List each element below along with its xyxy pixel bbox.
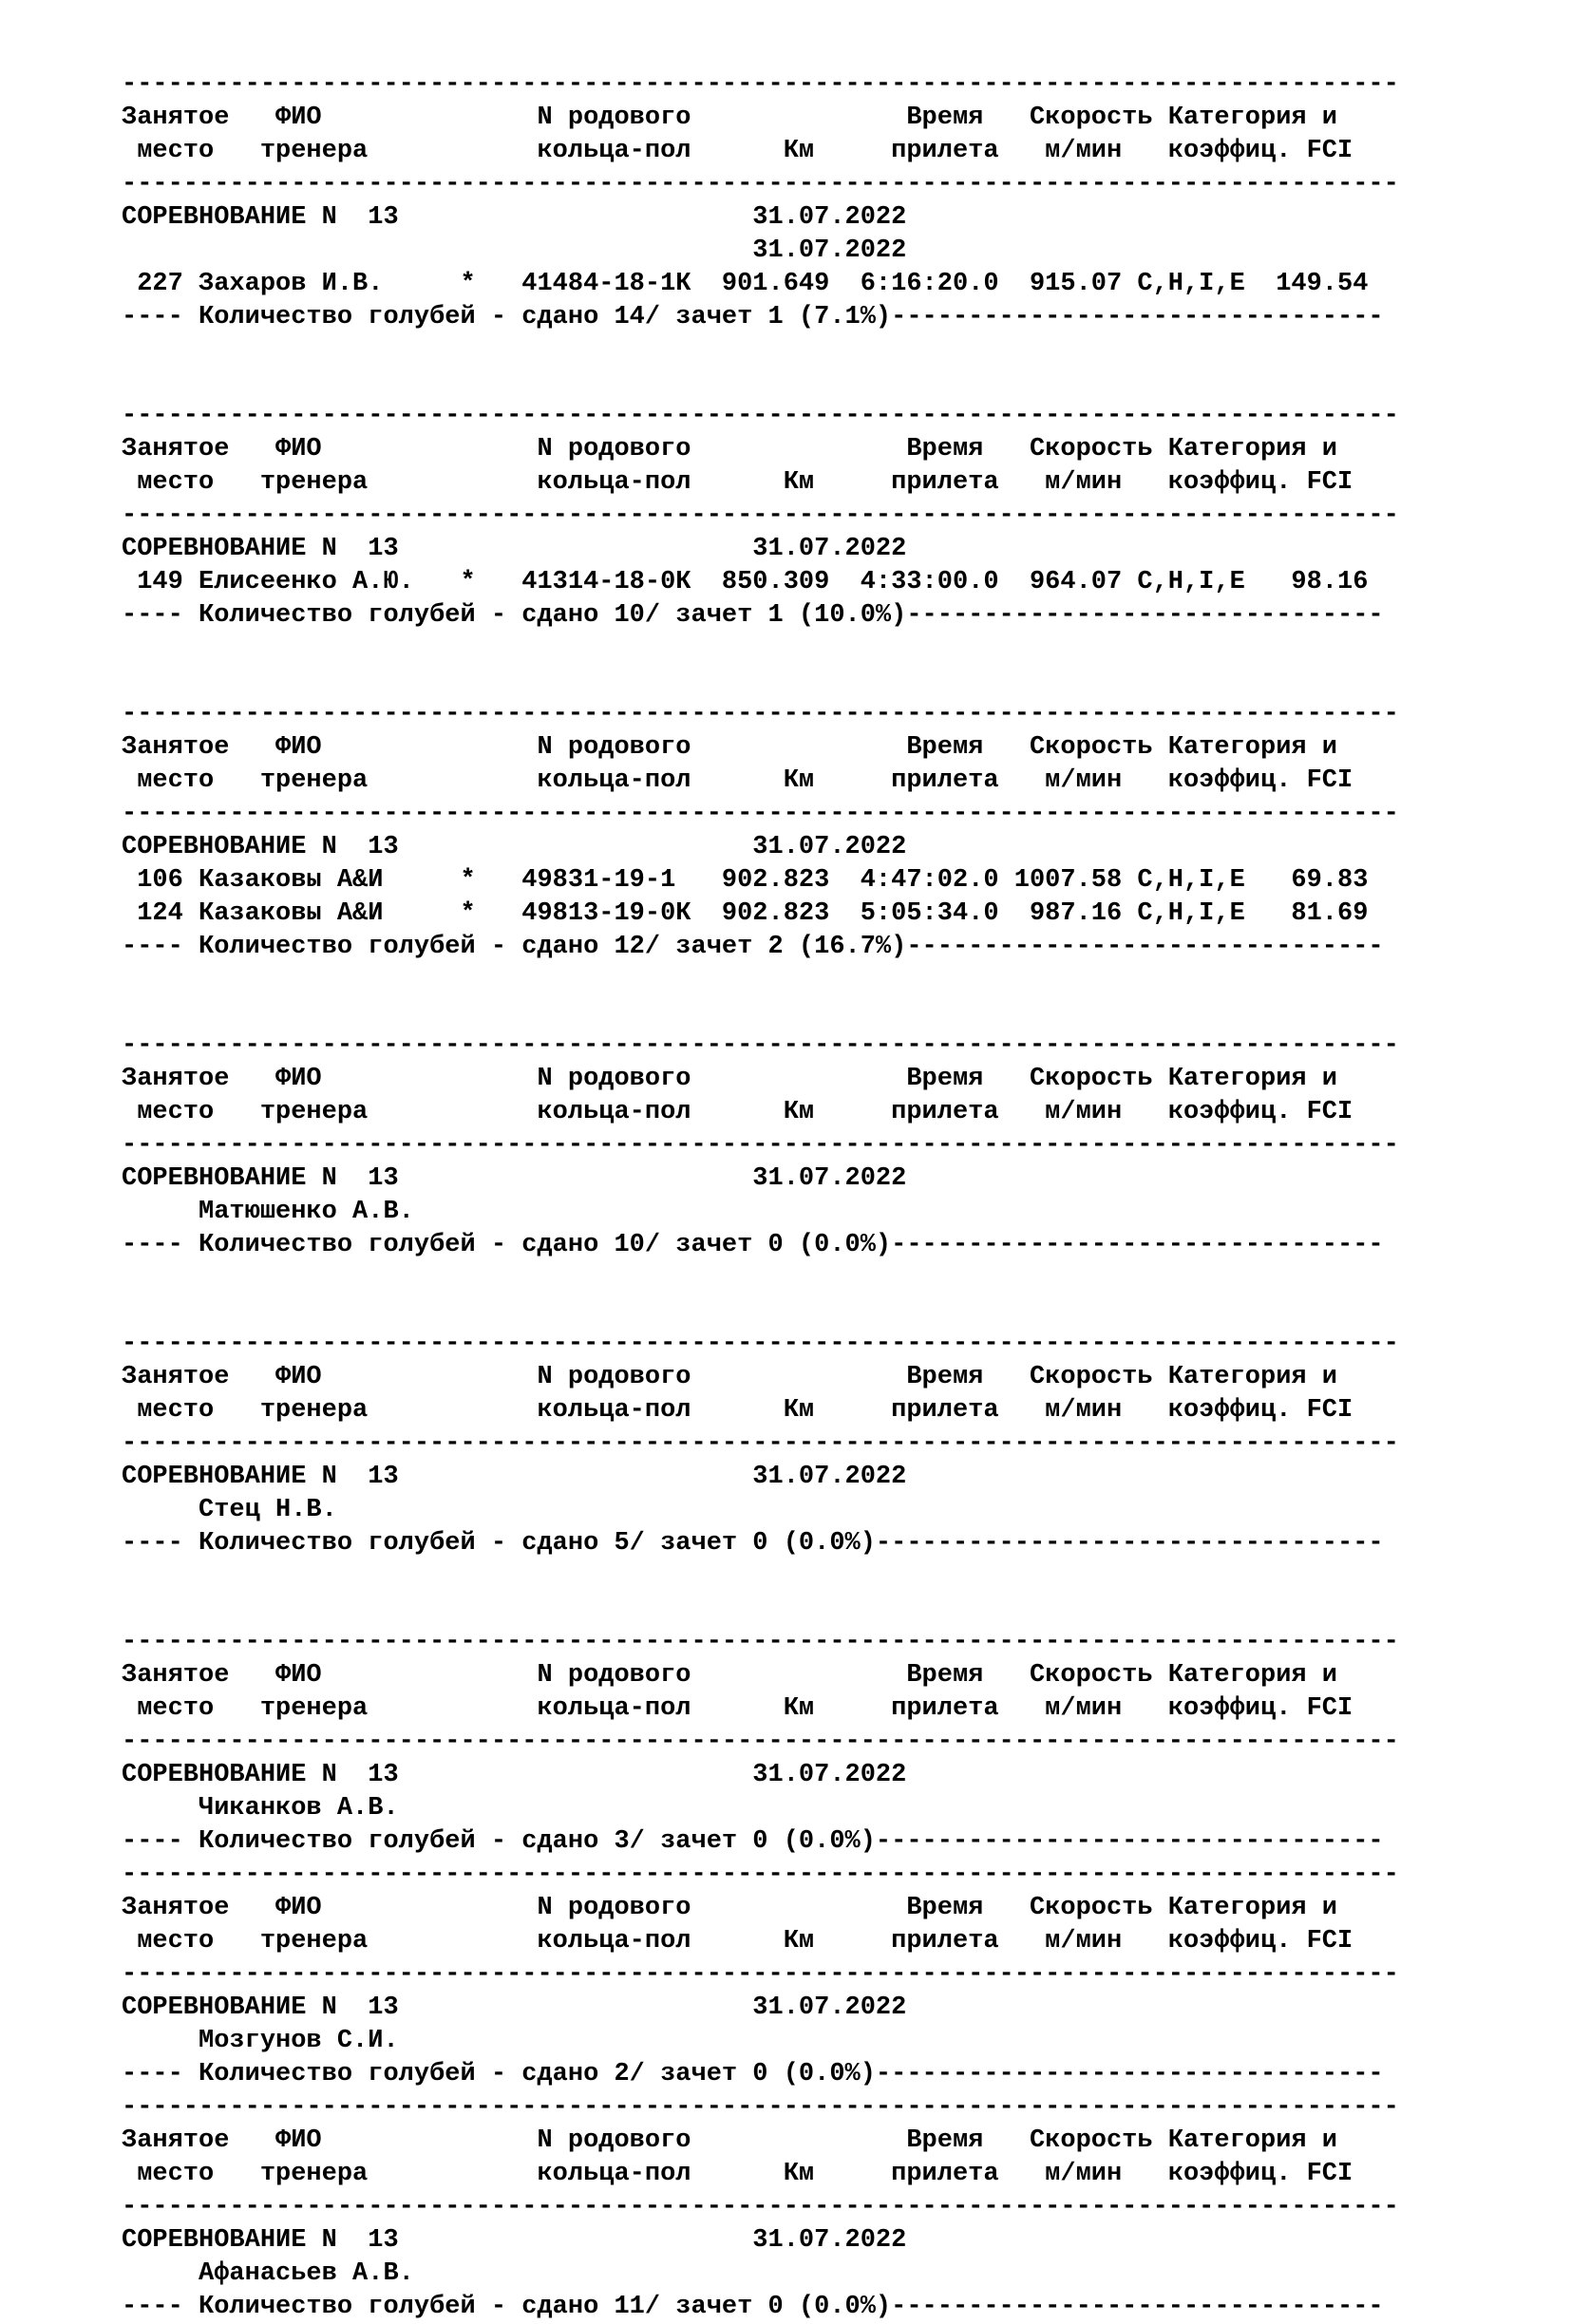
competition-title: СОРЕВНОВАНИЕ N 13 31.07.2022 [122, 203, 907, 232]
column-header-line-2: место тренера кольца-пол Км прилета м/мин коэффиц. FCI [122, 766, 1353, 795]
header-rule-bottom: ----------------------------------------------------------------------------------- [122, 2193, 1399, 2221]
summary-line: ---- Количество голубей - сдано 5/ зачет 0 (0.0%)--------------------------------- [122, 1529, 1384, 1558]
competition-title: СОРЕВНОВАНИЕ N 13 31.07.2022 [122, 2226, 907, 2255]
competition-block [122, 698, 1546, 964]
column-header-line-1: Занятое ФИО N родового Время Скорость Категория и [122, 1894, 1338, 1922]
column-header-line-2: место тренера кольца-пол Км прилета м/мин коэффиц. FCI [122, 1098, 1353, 1126]
summary-line: ---- Количество голубей - сдано 10/ зачет 1 (10.0%)------------------------------- [122, 601, 1384, 630]
header-rule-bottom: ----------------------------------------------------------------------------------- [122, 1960, 1399, 1989]
competition-block [122, 2091, 1546, 2324]
header-rule-bottom: ----------------------------------------------------------------------------------- [122, 1131, 1399, 1160]
competition-title: СОРЕВНОВАНИЕ N 13 31.07.2022 [122, 1993, 907, 2022]
summary-line: ---- Количество голубей - сдано 10/ зачет 0 (0.0%)-------------------------------- [122, 1231, 1384, 1259]
competition-title: СОРЕВНОВАНИЕ N 13 31.07.2022 [122, 1164, 907, 1193]
competition-block [122, 400, 1546, 633]
header-rule-bottom: ----------------------------------------------------------------------------------- [122, 1429, 1399, 1458]
result-row: 124 Казаковы А&И * 49813-19-0К 902.823 5:05:34.0 987.16 C,H,I,E 81.69 [122, 899, 1369, 928]
summary-line: ---- Количество голубей - сдано 14/ зачет 1 (7.1%)-------------------------------- [122, 303, 1384, 331]
block-spacer [122, 1560, 1546, 1626]
header-rule-top: ----------------------------------------------------------------------------------- [122, 70, 1399, 99]
result-row: Чиканков А.В. [122, 1794, 399, 1823]
column-header-line-2: место тренера кольца-пол Км прилета м/мин коэффиц. FCI [122, 1396, 1353, 1425]
header-rule-top: ----------------------------------------------------------------------------------- [122, 2093, 1399, 2122]
result-row: 227 Захаров И.В. * 41484-18-1К 901.649 6:16:20.0 915.07 C,H,I,E 149.54 [122, 270, 1369, 298]
column-header-line-2: место тренера кольца-пол Км прилета м/мин коэффиц. FCI [122, 137, 1353, 165]
summary-line: ---- Количество голубей - сдано 11/ зачет 0 (0.0%)-------------------------------- [122, 2293, 1384, 2321]
competition-block [122, 1626, 1546, 1859]
block-spacer [122, 1262, 1546, 1328]
result-row: Афанасьев А.В. [122, 2259, 414, 2288]
competition-title: СОРЕВНОВАНИЕ N 13 31.07.2022 [122, 535, 907, 563]
competition-block [122, 1030, 1546, 1262]
result-row: Мозгунов С.И. [122, 2027, 399, 2055]
header-rule-bottom: ----------------------------------------------------------------------------------- [122, 800, 1399, 828]
competition-block [122, 68, 1546, 334]
competition-block [122, 1859, 1546, 2091]
column-header-line-1: Занятое ФИО N родового Время Скорость Категория и [122, 2126, 1338, 2155]
header-rule-top: ----------------------------------------------------------------------------------- [122, 700, 1399, 728]
results-printout [122, 68, 1546, 2324]
competition-title: СОРЕВНОВАНИЕ N 13 31.07.2022 [122, 1761, 907, 1789]
header-rule-bottom: ----------------------------------------------------------------------------------- [122, 501, 1399, 530]
block-spacer [122, 633, 1546, 698]
header-rule-top: ----------------------------------------------------------------------------------- [122, 1628, 1399, 1656]
result-row: 31.07.2022 [122, 236, 907, 265]
block-spacer [122, 334, 1546, 400]
column-header-line-2: место тренера кольца-пол Км прилета м/мин коэффиц. FCI [122, 1694, 1353, 1723]
competition-title: СОРЕВНОВАНИЕ N 13 31.07.2022 [122, 833, 907, 861]
result-row: 149 Елисеенко А.Ю. * 41314-18-0К 850.309 4:33:00.0 964.07 C,H,I,E 98.16 [122, 568, 1369, 596]
competition-title: СОРЕВНОВАНИЕ N 13 31.07.2022 [122, 1463, 907, 1491]
competition-block [122, 1328, 1546, 1560]
header-rule-top: ----------------------------------------------------------------------------------- [122, 1031, 1399, 1060]
column-header-line-1: Занятое ФИО N родового Время Скорость Категория и [122, 1661, 1338, 1690]
result-row: 106 Казаковы А&И * 49831-19-1 902.823 4:47:02.0 1007.58 C,H,I,E 69.83 [122, 866, 1369, 895]
column-header-line-1: Занятое ФИО N родового Время Скорость Категория и [122, 1363, 1338, 1391]
column-header-line-1: Занятое ФИО N родового Время Скорость Категория и [122, 104, 1338, 132]
header-rule-top: ----------------------------------------------------------------------------------- [122, 402, 1399, 430]
column-header-line-2: место тренера кольца-пол Км прилета м/мин коэффиц. FCI [122, 468, 1353, 497]
column-header-line-2: место тренера кольца-пол Км прилета м/мин коэффиц. FCI [122, 2160, 1353, 2188]
header-rule-bottom: ----------------------------------------------------------------------------------- [122, 1728, 1399, 1756]
result-row: Стец Н.В. [122, 1496, 337, 1524]
column-header-line-1: Занятое ФИО N родового Время Скорость Категория и [122, 733, 1338, 762]
header-rule-top: ----------------------------------------------------------------------------------- [122, 1330, 1399, 1358]
column-header-line-1: Занятое ФИО N родового Время Скорость Категория и [122, 1065, 1338, 1093]
summary-line: ---- Количество голубей - сдано 3/ зачет 0 (0.0%)--------------------------------- [122, 1827, 1384, 1856]
summary-line: ---- Количество голубей - сдано 2/ зачет 0 (0.0%)--------------------------------- [122, 2060, 1384, 2088]
block-spacer [122, 964, 1546, 1030]
header-rule-bottom: ----------------------------------------------------------------------------------- [122, 170, 1399, 198]
summary-line: ---- Количество голубей - сдано 12/ зачет 2 (16.7%)------------------------------- [122, 933, 1384, 961]
result-row: Матюшенко А.В. [122, 1198, 414, 1226]
column-header-line-1: Занятое ФИО N родового Время Скорость Категория и [122, 435, 1338, 463]
header-rule-top: ----------------------------------------------------------------------------------- [122, 1861, 1399, 1889]
column-header-line-2: место тренера кольца-пол Км прилета м/мин коэффиц. FCI [122, 1927, 1353, 1956]
